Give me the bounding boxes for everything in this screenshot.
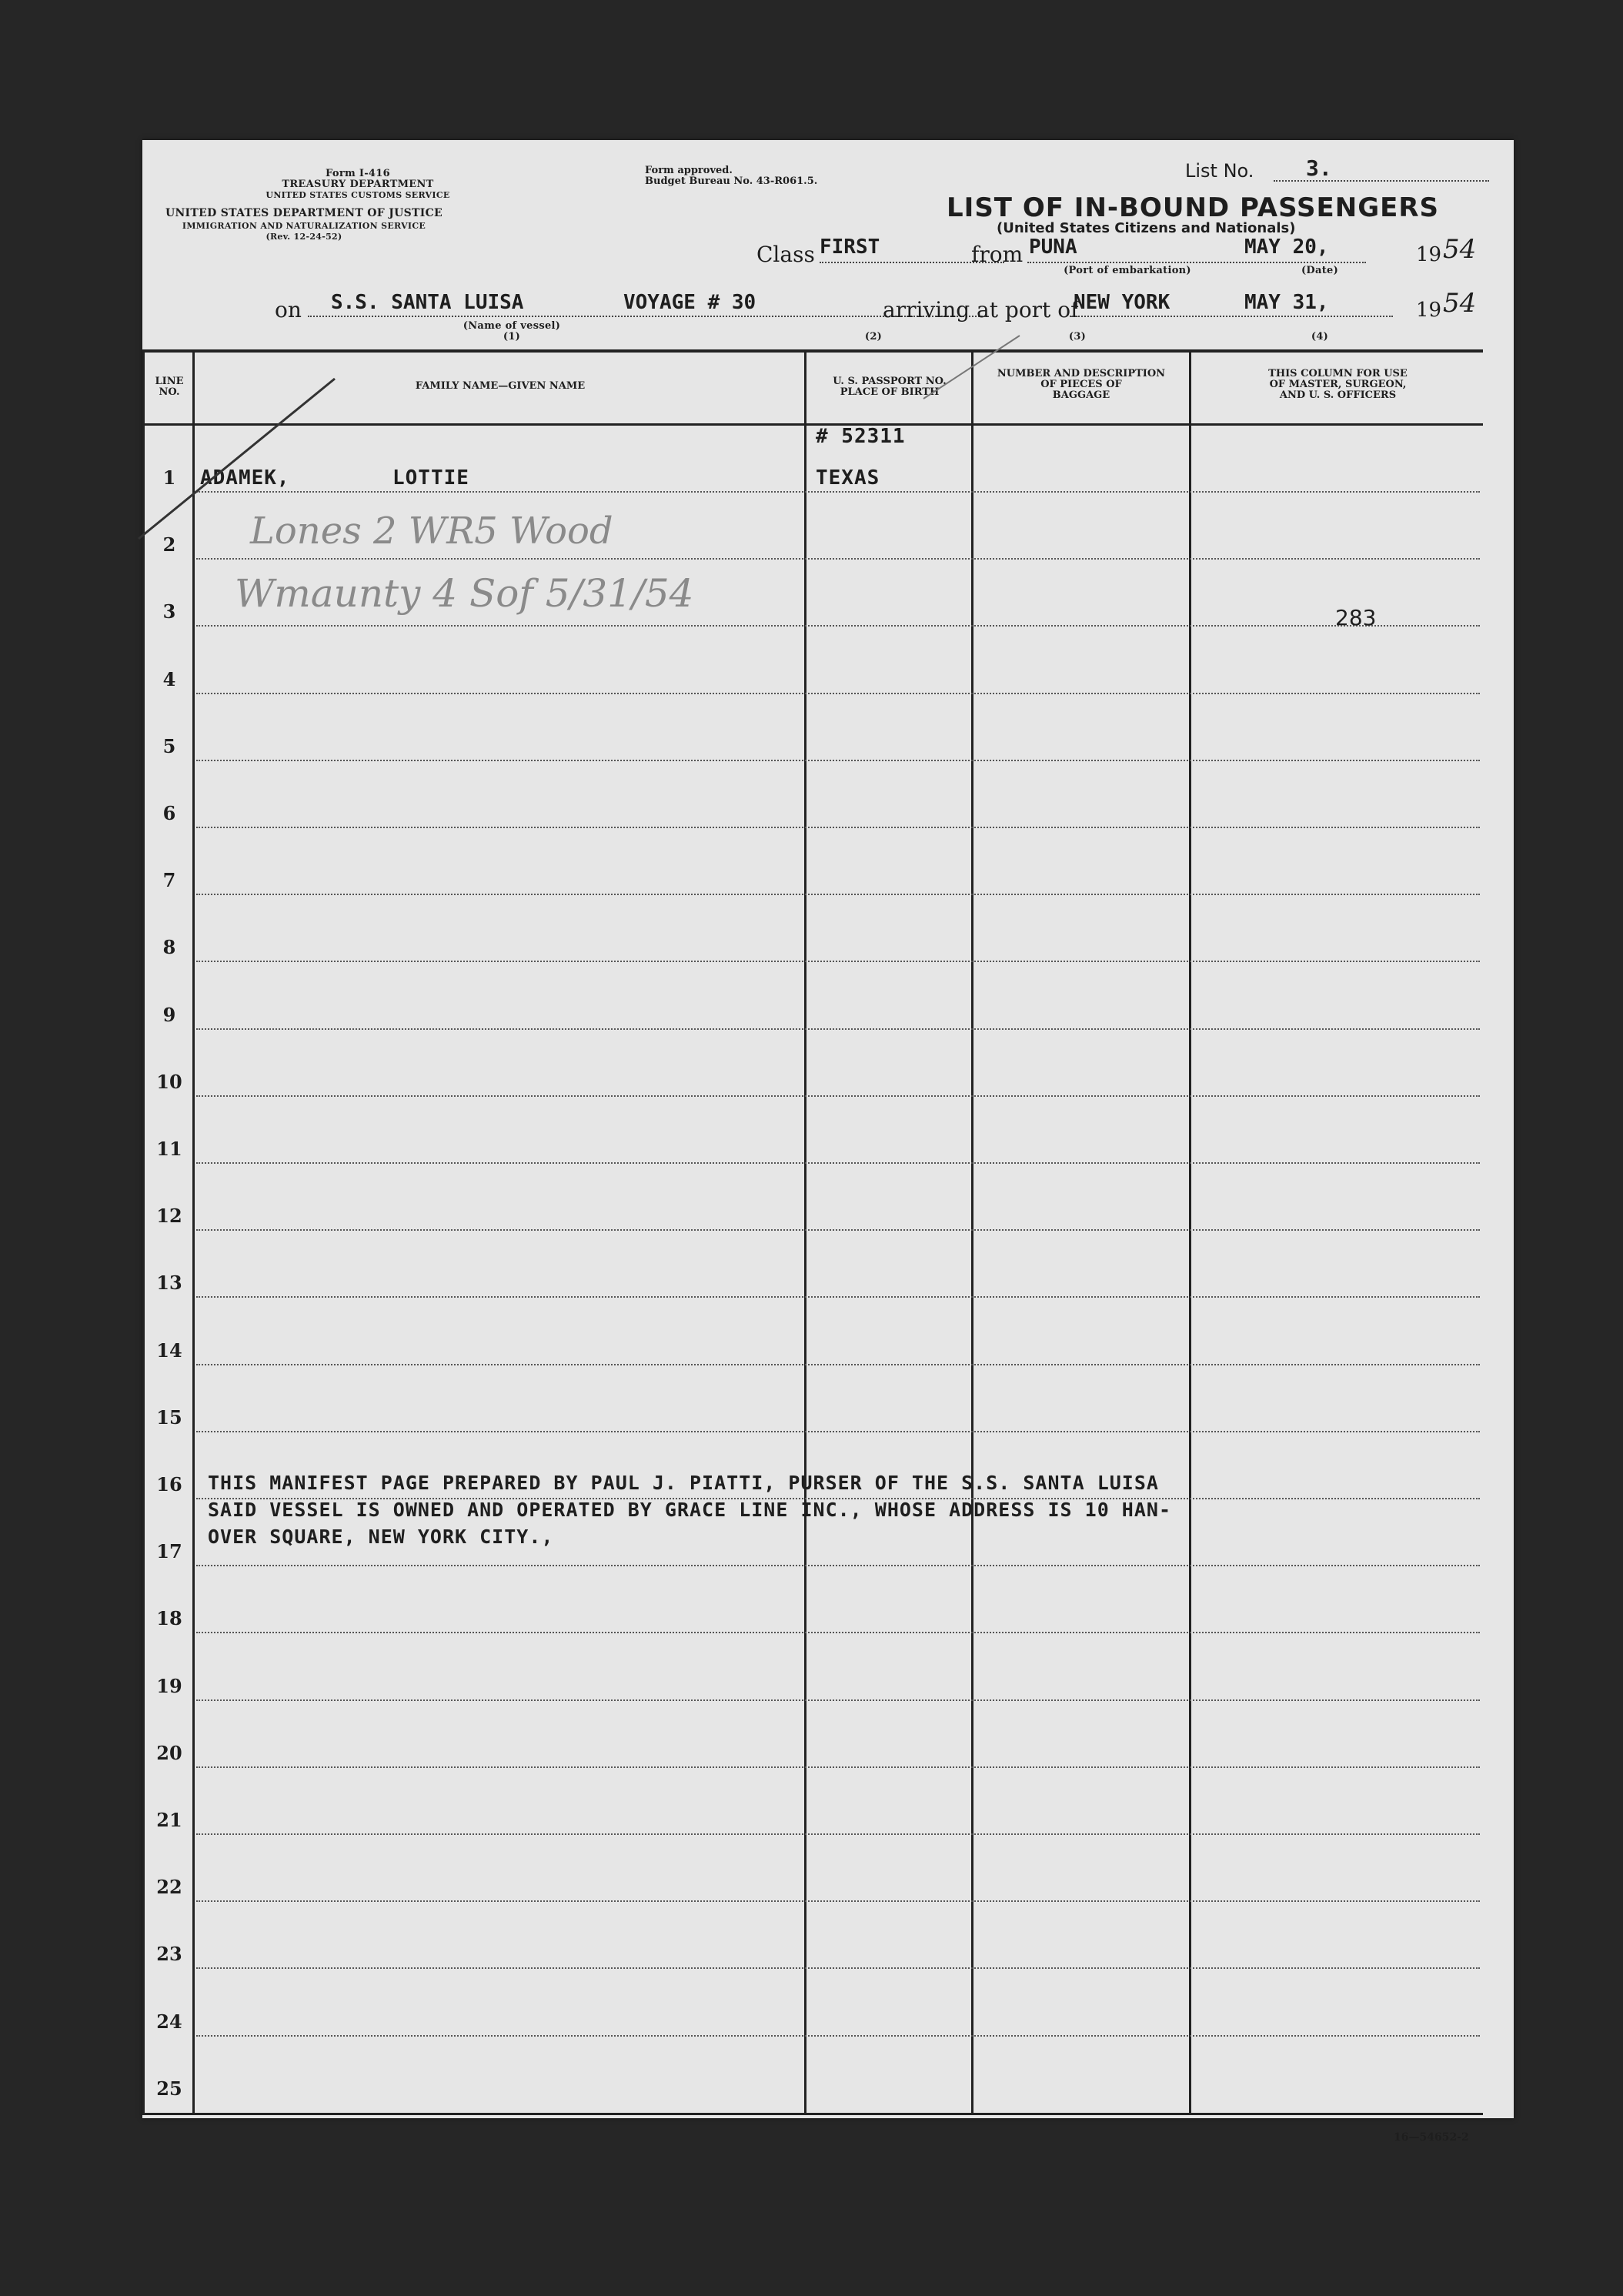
row-rule xyxy=(196,1699,1480,1701)
header-officers-1: THIS COLUMN FOR USE xyxy=(1268,368,1408,379)
row-rule xyxy=(196,491,1480,493)
table-bottom-border xyxy=(142,2113,1483,2115)
line-number: 19 xyxy=(156,1674,182,1697)
family-name: ADAMEK, xyxy=(200,466,290,490)
row-rule xyxy=(196,1296,1480,1298)
col-divider-baggage xyxy=(1189,349,1191,2115)
form-number: Form I-416 xyxy=(326,168,390,179)
voyage-number: VOYAGE # 30 xyxy=(623,291,756,314)
line-number: 2 xyxy=(162,533,176,556)
arriving-label: arriving at port of xyxy=(883,297,1079,323)
col-caption-2: (2) xyxy=(864,331,883,343)
officer-number: 283 xyxy=(1335,605,1377,630)
col-divider-passport xyxy=(971,349,973,2115)
row-rule xyxy=(196,827,1480,828)
vessel-caption: (Name of vessel) xyxy=(463,320,561,332)
header-family-name: FAMILY NAME—GIVEN NAME xyxy=(415,380,586,392)
row-rule xyxy=(196,1162,1480,1164)
line-number: 17 xyxy=(156,1540,182,1563)
line-number: 25 xyxy=(156,2077,182,2100)
line-number: 23 xyxy=(156,1943,182,1966)
on-label: on xyxy=(275,297,302,323)
list-number-value: 3. xyxy=(1306,155,1332,181)
embarkation-year: 54 xyxy=(1443,234,1477,265)
row-rule xyxy=(196,1766,1480,1768)
col-caption-4: (4) xyxy=(1311,331,1329,343)
year-prefix: 19 xyxy=(1416,243,1442,266)
class-label: Class xyxy=(756,242,815,267)
manifest-page xyxy=(142,140,1514,2144)
arrival-port: NEW YORK xyxy=(1074,291,1170,314)
row-rule xyxy=(196,1229,1480,1231)
arrival-line xyxy=(1070,316,1393,317)
port-line xyxy=(1027,262,1366,263)
row-rule xyxy=(196,894,1480,895)
row-rule xyxy=(196,558,1480,560)
line-number: 1 xyxy=(162,466,176,489)
line-number: 6 xyxy=(162,802,176,824)
row-rule xyxy=(196,1632,1480,1633)
row-rule xyxy=(196,1431,1480,1432)
line-number: 24 xyxy=(156,2010,182,2033)
header-baggage-3: BAGGAGE xyxy=(1052,389,1110,401)
class-value: FIRST xyxy=(820,236,880,259)
arrival-year: 54 xyxy=(1443,288,1477,319)
purser-note-line-3: OVER SQUARE, NEW YORK CITY., xyxy=(208,1526,554,1548)
page-subtitle: (United States Citizens and Nationals) xyxy=(997,220,1296,236)
diagonal-pen-stroke xyxy=(135,371,366,556)
header-baggage-2: OF PIECES OF xyxy=(1040,379,1122,390)
col-caption-1: (1) xyxy=(503,331,521,343)
budget-bureau-number: Budget Bureau No. 43-R061.5. xyxy=(645,175,818,187)
given-name: LOTTIE xyxy=(392,466,469,490)
line-number: 20 xyxy=(156,1741,182,1764)
department-of-justice: UNITED STATES DEPARTMENT OF JUSTICE xyxy=(165,207,443,219)
table-left-border xyxy=(142,349,145,2115)
line-number: 3 xyxy=(162,600,176,623)
purser-note-line-1: THIS MANIFEST PAGE PREPARED BY PAUL J. PIATTI, PURSER OF THE S.S. SANTA LUISA xyxy=(208,1472,1159,1494)
line-number: 16 xyxy=(156,1473,182,1496)
row-rule xyxy=(196,1900,1480,1902)
line-number: 21 xyxy=(156,1809,182,1831)
header-no: NO. xyxy=(159,386,180,398)
embarkation-date: MAY 20, xyxy=(1244,236,1329,259)
line-number: 8 xyxy=(162,936,176,959)
treasury-department: TREASURY DEPARTMENT xyxy=(282,179,434,190)
header-birthplace: PLACE OF BIRTH xyxy=(840,386,940,398)
place-of-birth: TEXAS xyxy=(816,466,880,490)
line-number: 9 xyxy=(162,1003,176,1026)
arrival-date: MAY 31, xyxy=(1244,291,1329,314)
date-caption: (Date) xyxy=(1301,265,1339,276)
handwritten-note-line-3: Wmaunty 4 Sof 5/31/54 xyxy=(235,571,694,616)
form-revision: (Rev. 12-24-52) xyxy=(265,232,342,242)
port-caption: (Port of embarkation) xyxy=(1064,265,1191,276)
row-rule xyxy=(196,760,1480,761)
header-officers-2: OF MASTER, SURGEON, xyxy=(1269,379,1407,390)
form-approved: Form approved. xyxy=(645,165,733,176)
line-number: 18 xyxy=(156,1607,182,1630)
line-number: 11 xyxy=(156,1138,182,1160)
line-number: 12 xyxy=(156,1205,182,1228)
page-title: LIST OF IN-BOUND PASSENGERS xyxy=(947,192,1439,223)
row-rule xyxy=(196,1095,1480,1097)
header-officers-3: AND U. S. OFFICERS xyxy=(1279,389,1397,401)
line-number: 14 xyxy=(156,1338,182,1362)
passport-number: # 52311 xyxy=(816,425,906,448)
vessel-name: S.S. SANTA LUISA xyxy=(331,291,524,314)
row-rule xyxy=(196,1364,1480,1365)
customs-service: UNITED STATES CUSTOMS SERVICE xyxy=(265,190,450,200)
line-number: 10 xyxy=(156,1070,182,1093)
list-number-label: List No. xyxy=(1185,160,1254,182)
arrival-year-prefix: 19 xyxy=(1416,299,1442,322)
line-number: 4 xyxy=(162,667,176,690)
row-rule xyxy=(196,1833,1480,1835)
row-rule xyxy=(196,2035,1480,2037)
passport-pen-stroke xyxy=(920,329,1027,406)
row-rule xyxy=(196,961,1480,962)
row-rule xyxy=(196,693,1480,694)
col-divider-name xyxy=(804,349,806,2115)
row-rule xyxy=(196,1967,1480,1969)
line-number: 7 xyxy=(162,869,176,892)
line-number: 22 xyxy=(156,1876,182,1899)
line-number: 5 xyxy=(162,734,176,757)
col-caption-3: (3) xyxy=(1068,331,1087,343)
purser-note-line-2: SAID VESSEL IS OWNED AND OPERATED BY GRACE LINE INC., WHOSE ADDRESS IS 10 HAN- xyxy=(208,1499,1171,1521)
table-top-border xyxy=(142,349,1483,353)
embarkation-port: PUNA xyxy=(1029,236,1077,259)
footer-print-code: 16—54652-2 xyxy=(1394,2131,1469,2144)
col-divider-line-no xyxy=(192,349,195,2115)
header-line: LINE xyxy=(155,376,184,387)
header-baggage-1: NUMBER AND DESCRIPTION xyxy=(997,368,1166,379)
ins-name: IMMIGRATION AND NATURALIZATION SERVICE xyxy=(182,221,426,231)
line-number: 13 xyxy=(156,1272,182,1295)
row-rule xyxy=(196,625,1480,627)
row-rule xyxy=(196,1028,1480,1030)
row-rule xyxy=(196,1565,1480,1566)
handwritten-note-line-2: Lones 2 WR5 Wood xyxy=(250,510,613,553)
line-number: 15 xyxy=(156,1405,182,1429)
header-passport: U. S. PASSPORT NO. xyxy=(833,376,947,387)
from-label: from xyxy=(971,242,1024,267)
